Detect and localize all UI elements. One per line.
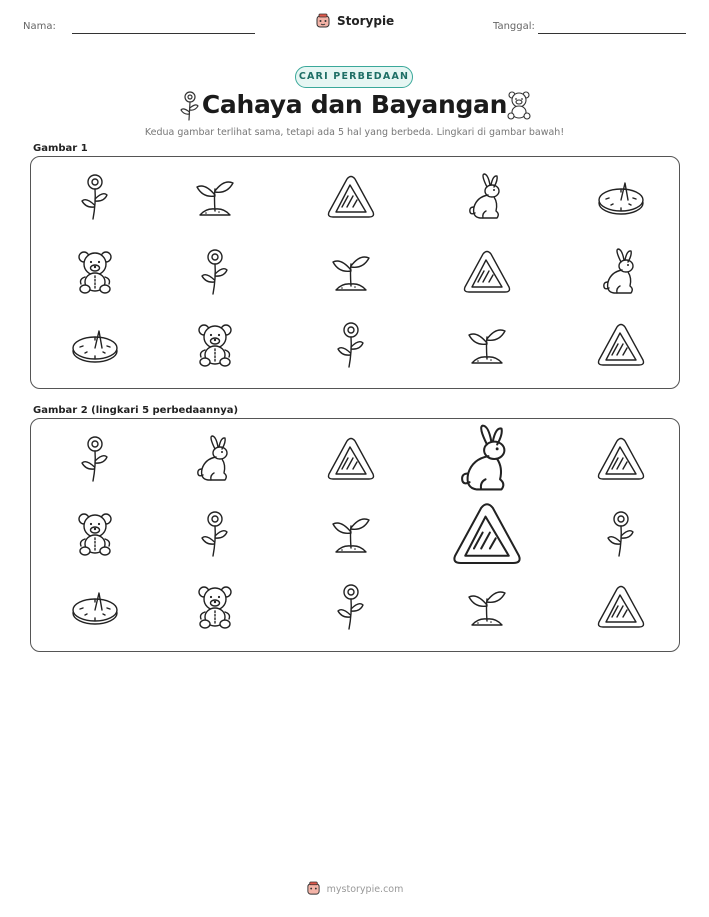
storypie-mascot-icon [306,881,321,896]
rabbit-icon[interactable] [455,427,519,491]
sprout-icon[interactable] [319,502,383,566]
sundial-icon[interactable] [63,575,127,639]
prism-icon [455,240,519,304]
picture-1-label: Gambar 1 [33,143,88,154]
teddy-bear-icon[interactable] [63,502,127,566]
date-label: Tanggal: [493,21,535,32]
flower-icon[interactable] [63,427,127,491]
teddy-bear-icon [183,313,247,377]
sundial-icon [589,165,653,229]
picture-1-panel [30,156,680,389]
prism-icon[interactable] [455,502,519,566]
sprout-icon[interactable] [455,575,519,639]
footer-url: mystorypie.com [326,884,404,895]
flower-icon[interactable] [589,502,653,566]
sprout-icon [319,240,383,304]
flower-icon [319,313,383,377]
prism-icon [319,165,383,229]
teddy-decoration-icon [505,90,533,124]
name-label: Nama: [23,21,56,32]
flower-icon[interactable] [319,575,383,639]
rabbit-icon [455,165,519,229]
flower-icon[interactable] [183,502,247,566]
brand-logo [0,13,709,29]
rabbit-icon [589,240,653,304]
storypie-mascot-icon [315,13,331,29]
sprout-icon [183,165,247,229]
teddy-bear-icon[interactable] [183,575,247,639]
date-field[interactable] [538,33,686,34]
teddy-bear-icon [63,240,127,304]
sundial-icon [63,313,127,377]
activity-badge: CARI PERBEDAAN [295,66,413,88]
picture-2-panel[interactable] [30,418,680,652]
flower-icon [63,165,127,229]
prism-icon [589,313,653,377]
flower-icon [183,240,247,304]
name-field[interactable] [72,33,255,34]
instructions: Kedua gambar terlihat sama, tetapi ada 5 hal yang berbeda. Lingkari di gambar bawah! [144,127,565,138]
rabbit-icon[interactable] [183,427,247,491]
prism-icon[interactable] [589,575,653,639]
footer [0,881,709,896]
brand-name: Storypie [336,14,395,28]
prism-icon[interactable] [319,427,383,491]
page-title: Cahaya dan Bayangan [201,90,508,119]
picture-2-label: Gambar 2 (lingkari 5 perbedaannya) [33,405,239,416]
sprout-icon [455,313,519,377]
prism-icon[interactable] [589,427,653,491]
